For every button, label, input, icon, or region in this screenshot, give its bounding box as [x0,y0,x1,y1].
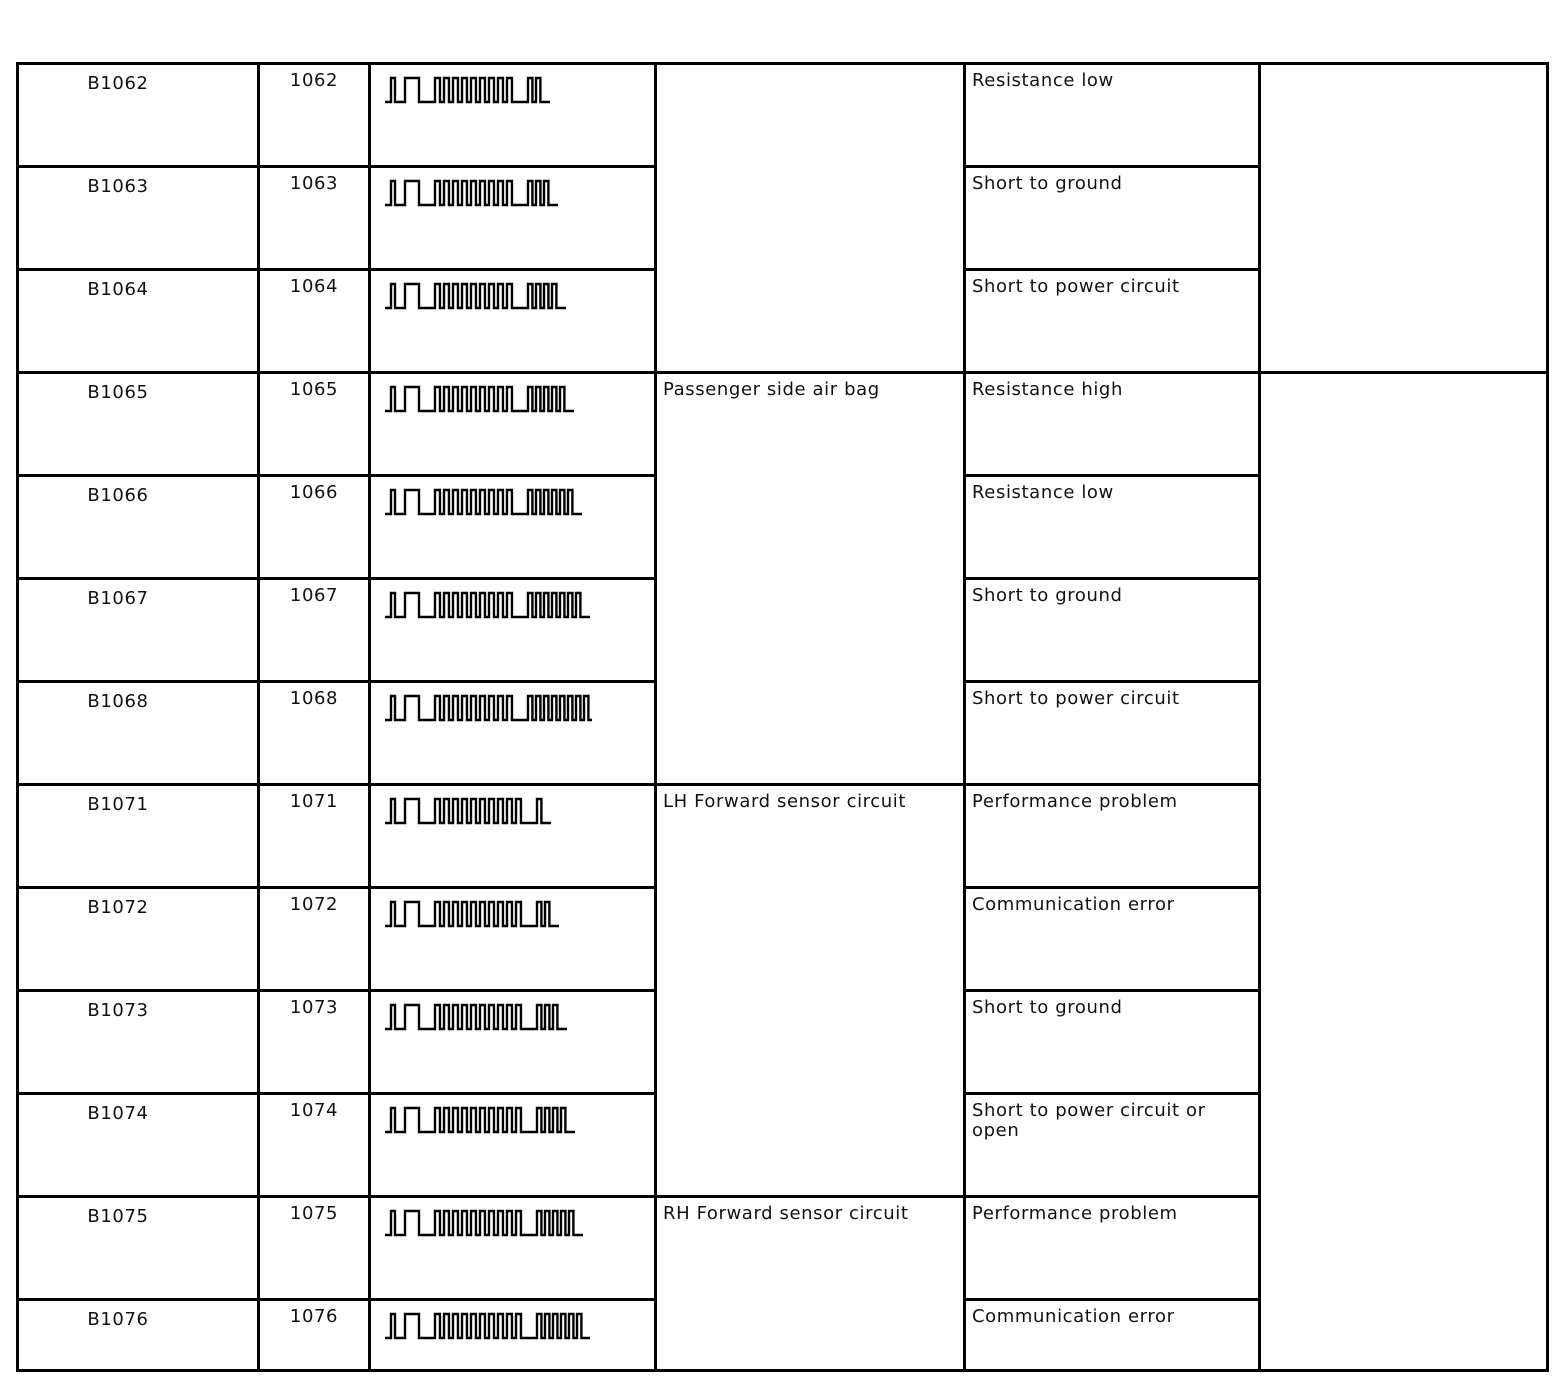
dtc-code: B1062 [87,73,149,94]
dtc-code-cell [18,1300,259,1371]
fault-description: Performance problem [972,1203,1178,1224]
component-cell-empty [656,64,965,373]
dtc-code-cell [18,270,259,373]
waveform-trace [385,593,590,617]
fault-description: Short to ground [972,173,1123,194]
remarks-cell-empty [1260,64,1548,373]
dtc-code-cell [18,991,259,1094]
blink-pattern-waveform [385,281,595,311]
waveform-trace [385,799,551,823]
flash-code: 1073 [289,997,339,1018]
waveform-trace [385,902,559,926]
description-cell [965,1094,1260,1197]
dtc-code-cell [18,1197,259,1300]
fault-description: Resistance high [972,379,1123,400]
dtc-code-cell [18,476,259,579]
fault-description: Resistance low [972,482,1114,503]
fault-description: Short to ground [972,997,1123,1018]
waveform-trace [385,284,566,308]
blink-pattern-waveform [385,796,595,826]
fault-description: Performance problem [972,791,1178,812]
description-cell [965,579,1260,682]
waveform-trace [385,1314,590,1338]
component-name: RH Forward sensor circuit [663,1203,909,1224]
flash-code: 1076 [289,1306,339,1327]
blink-pattern-waveform [385,1105,595,1135]
description-cell [965,1300,1260,1371]
component-cell [656,1197,965,1371]
dtc-code: B1071 [87,794,149,815]
component-cell [656,785,965,1197]
waveform-trace [385,181,558,205]
fault-description: Communication error [972,1306,1175,1327]
description-cell [965,167,1260,270]
description-cell [965,991,1260,1094]
fault-description: Short to power circuit or open [972,1100,1206,1141]
waveform-trace [385,1108,575,1132]
flash-code: 1065 [289,379,339,400]
dtc-code-cell [18,682,259,785]
flash-code-cell [259,64,370,167]
flash-code-cell [259,373,370,476]
table-row [18,64,1548,167]
blink-pattern-waveform [385,178,595,208]
flash-code-cell [259,270,370,373]
blink-pattern-cell [370,579,656,682]
blink-pattern-waveform [385,1208,595,1238]
flash-code-cell [259,785,370,888]
flash-code: 1062 [289,70,339,91]
dtc-code: B1068 [87,691,149,712]
flash-code-cell [259,579,370,682]
blink-pattern-cell [370,991,656,1094]
dtc-code-cell [18,373,259,476]
flash-code-cell [259,1197,370,1300]
dtc-code: B1074 [87,1103,149,1124]
blink-pattern-cell [370,167,656,270]
dtc-code: B1072 [87,897,149,918]
fault-description: Communication error [972,894,1175,915]
dtc-code-cell [18,64,259,167]
blink-pattern-waveform [385,1311,595,1341]
description-cell [965,1197,1260,1300]
dtc-code: B1067 [87,588,149,609]
blink-pattern-waveform [385,590,595,620]
dtc-code: B1075 [87,1206,149,1227]
dtc-code-cell [18,1094,259,1197]
flash-code-cell [259,1300,370,1371]
description-cell [965,64,1260,167]
fault-description: Short to power circuit [972,276,1180,297]
flash-code: 1066 [289,482,339,503]
blink-pattern-cell [370,785,656,888]
component-cell [656,373,965,785]
dtc-code-cell [18,785,259,888]
description-cell [965,888,1260,991]
fault-description: Short to ground [972,585,1123,606]
blink-pattern-cell [370,476,656,579]
description-cell [965,476,1260,579]
waveform-trace [385,1005,567,1029]
description-cell [965,270,1260,373]
waveform-trace [385,1211,583,1235]
dtc-code: B1064 [87,279,149,300]
flash-code: 1063 [289,173,339,194]
dtc-code-cell [18,888,259,991]
description-cell [965,682,1260,785]
dtc-code-cell [18,579,259,682]
flash-code: 1072 [289,894,339,915]
description-cell [965,373,1260,476]
blink-pattern-waveform [385,1002,595,1032]
dtc-code: B1073 [87,1000,149,1021]
component-name: LH Forward sensor circuit [663,791,907,812]
table-row [18,373,1548,476]
blink-pattern-cell [370,1300,656,1371]
dtc-code: B1065 [87,382,149,403]
blink-pattern-cell [370,682,656,785]
flash-code-cell [259,682,370,785]
blink-pattern-cell [370,64,656,167]
flash-code-cell [259,476,370,579]
flash-code-cell [259,888,370,991]
blink-pattern-waveform [385,75,595,105]
fault-description: Resistance low [972,70,1114,91]
blink-pattern-waveform [385,693,595,723]
waveform-trace [385,78,550,102]
fault-description: Short to power circuit [972,688,1180,709]
blink-pattern-cell [370,888,656,991]
dtc-code: B1063 [87,176,149,197]
waveform-trace [385,490,582,514]
dtc-table [16,62,1549,1372]
flash-code-cell [259,167,370,270]
component-name: Passenger side air bag [663,379,880,400]
flash-code: 1064 [289,276,339,297]
dtc-code: B1066 [87,485,149,506]
flash-code: 1068 [289,688,339,709]
dtc-code-cell [18,167,259,270]
flash-code-cell [259,1094,370,1197]
blink-pattern-waveform [385,487,595,517]
description-cell [965,785,1260,888]
flash-code: 1071 [289,791,339,812]
flash-code: 1075 [289,1203,339,1224]
flash-code: 1074 [289,1100,339,1121]
blink-pattern-cell [370,1197,656,1300]
blink-pattern-cell [370,1094,656,1197]
flash-code-cell [259,991,370,1094]
blink-pattern-cell [370,373,656,476]
remarks-cell-empty [1260,373,1548,1371]
blink-pattern-waveform [385,384,595,414]
blink-pattern-cell [370,270,656,373]
waveform-trace [385,696,592,720]
waveform-trace [385,387,574,411]
blink-pattern-waveform [385,899,595,929]
dtc-code: B1076 [87,1309,149,1330]
flash-code: 1067 [289,585,339,606]
